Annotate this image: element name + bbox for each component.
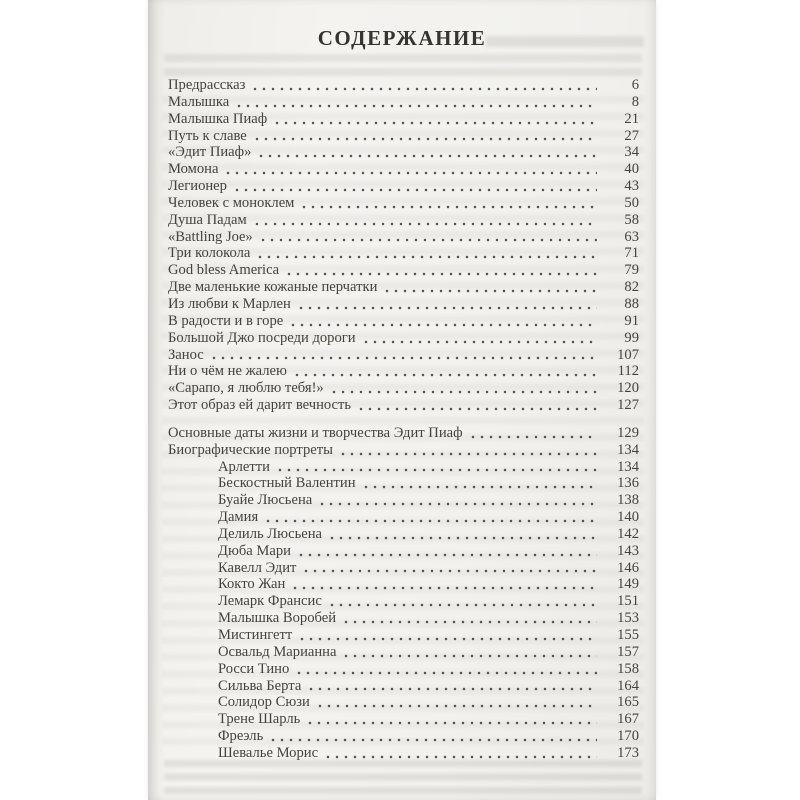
toc-entry-label: Человек с моноклем <box>168 194 295 211</box>
table-of-contents <box>168 77 639 762</box>
toc-leader-dots <box>261 238 597 242</box>
toc-entry-page: 134 <box>617 458 639 475</box>
toc-leader-dots <box>226 171 597 175</box>
toc-entry-label: Дюба Мари <box>218 542 291 559</box>
toc-row <box>168 229 639 246</box>
toc-leader-dots <box>308 721 597 725</box>
bleedthrough-ghost-text <box>164 760 642 798</box>
toc-entry-page: 58 <box>624 211 639 228</box>
toc-leader-dots <box>471 435 597 439</box>
toc-row <box>168 694 639 711</box>
toc-row <box>168 380 639 397</box>
toc-entry-label: Две маленькие кожаные перчатки <box>168 279 378 296</box>
toc-row <box>168 576 639 593</box>
toc-entry-label: Три колокола <box>168 245 251 262</box>
toc-entry-page: 43 <box>624 178 639 195</box>
toc-leader-dots <box>300 637 597 641</box>
toc-entry-label: Малышка Пиаф <box>168 110 268 127</box>
toc-leader-dots <box>326 755 597 759</box>
toc-leader-dots <box>271 738 597 742</box>
toc-row <box>168 745 639 762</box>
toc-entry-page: 71 <box>624 245 639 262</box>
toc-entry-page: 155 <box>617 627 639 643</box>
toc-entry-page: 143 <box>617 542 639 559</box>
toc-entry-label: Кокто Жан <box>218 576 286 593</box>
toc-entry-page: 146 <box>617 559 639 576</box>
toc-leader-dots <box>295 373 597 377</box>
toc-entry-label: Занос <box>168 346 204 363</box>
toc-row <box>168 144 639 161</box>
toc-row <box>168 475 639 492</box>
toc-entry-page: 120 <box>617 380 639 397</box>
toc-row <box>168 363 639 380</box>
toc-row <box>168 178 639 195</box>
toc-entry-page: 140 <box>617 509 639 526</box>
toc-entry-page: 170 <box>617 728 639 745</box>
toc-entry-page: 107 <box>617 346 639 363</box>
toc-row <box>168 195 639 212</box>
toc-entry-page: 157 <box>617 643 639 660</box>
toc-row <box>168 526 639 543</box>
toc-entry-page: 40 <box>624 161 639 178</box>
toc-entry-page: 99 <box>624 329 639 346</box>
toc-section-appendix <box>168 425 639 459</box>
toc-entry-page: 88 <box>624 295 639 312</box>
toc-entry-label: Росси Тино <box>218 660 290 677</box>
toc-row <box>168 593 639 610</box>
toc-entry-page: 82 <box>624 279 639 296</box>
toc-leader-dots <box>344 654 597 658</box>
toc-leader-dots <box>304 569 597 573</box>
toc-entry-label: Дамия <box>218 509 259 526</box>
toc-row <box>168 111 639 128</box>
toc-entry-label: Легионер <box>168 178 227 195</box>
toc-row <box>168 509 639 526</box>
bleedthrough-ghost-text <box>164 54 642 79</box>
toc-entry-label: «Сарапо, я люблю тебя!» <box>168 380 324 397</box>
toc-leader-dots <box>212 356 597 360</box>
toc-entry-page: 79 <box>624 262 639 279</box>
toc-entry-label: Бескостный Валентин <box>218 475 356 492</box>
toc-leader-dots <box>364 340 597 344</box>
toc-entry-page: 6 <box>631 77 639 93</box>
toc-leader-dots <box>309 687 597 691</box>
toc-entry-label: Этот образ ей дарит вечность <box>168 397 352 414</box>
toc-entry-page: 34 <box>624 144 639 161</box>
toc-entry-page: 127 <box>617 397 639 414</box>
toc-row <box>168 94 639 111</box>
toc-section-gap <box>168 414 639 425</box>
toc-entry-page: 164 <box>617 677 639 694</box>
toc-row <box>168 397 639 414</box>
toc-entry-label: Кавелл Эдит <box>218 559 297 576</box>
toc-leader-dots <box>330 603 597 607</box>
page-title: СОДЕРЖАНИЕ <box>317 26 487 50</box>
toc-row <box>168 711 639 728</box>
toc-entry-page: 153 <box>617 610 639 627</box>
toc-row <box>168 296 639 313</box>
toc-row <box>168 678 639 695</box>
toc-leader-dots <box>341 452 597 456</box>
toc-row <box>168 279 639 296</box>
toc-entry-label: Малышка Воробей <box>218 610 337 627</box>
toc-entry-page: 165 <box>617 694 639 711</box>
toc-entry-page: 149 <box>617 576 639 593</box>
toc-entry-page: 8 <box>631 93 639 110</box>
toc-entry-label: Путь к славе <box>168 127 247 144</box>
toc-entry-label: Малышка <box>168 93 230 110</box>
toc-row <box>168 661 639 678</box>
toc-leader-dots <box>359 407 597 411</box>
toc-entry-label: Биографические портреты <box>168 441 333 458</box>
toc-entry-page: 167 <box>617 711 639 728</box>
toc-leader-dots <box>255 137 597 141</box>
toc-entry-page: 151 <box>617 593 639 610</box>
toc-row <box>168 245 639 262</box>
toc-row <box>168 425 639 442</box>
toc-leader-dots <box>320 502 597 506</box>
toc-row <box>168 728 639 745</box>
toc-leader-dots <box>318 704 597 708</box>
toc-entry-label: Фреэль <box>218 728 264 745</box>
toc-row <box>168 262 639 279</box>
toc-leader-dots <box>291 323 597 327</box>
toc-row <box>168 128 639 145</box>
toc-leader-dots <box>293 586 597 590</box>
toc-section-chapters <box>168 77 639 414</box>
toc-entry-label: Буайе Люсьена <box>218 492 313 509</box>
toc-leader-dots <box>297 671 597 675</box>
toc-row <box>168 313 639 330</box>
toc-leader-dots <box>275 121 597 125</box>
toc-leader-dots <box>253 87 597 91</box>
toc-entry-label: Трене Шарль <box>218 711 301 728</box>
book-page <box>148 0 656 800</box>
toc-entry-page: 112 <box>617 363 639 380</box>
toc-entry-label: God bless America <box>168 262 280 279</box>
toc-entry-label: Момона <box>168 161 219 178</box>
toc-row <box>168 543 639 560</box>
toc-entry-page: 142 <box>617 525 639 542</box>
toc-leader-dots <box>299 306 597 310</box>
toc-entry-label: Душа Падам <box>168 211 247 228</box>
toc-entry-label: Основные даты жизни и творчества Эдит Пиаф <box>168 424 463 441</box>
toc-entry-label: В радости и в горе <box>168 312 284 329</box>
toc-leader-dots <box>344 620 597 624</box>
toc-entry-page: 158 <box>617 660 639 677</box>
toc-entry-label: «Battling Joe» <box>168 228 253 245</box>
toc-leader-dots <box>266 519 597 523</box>
toc-entry-page: 129 <box>617 424 639 441</box>
toc-row <box>168 442 639 459</box>
toc-leader-dots <box>287 272 597 276</box>
toc-entry-page: 21 <box>624 110 639 127</box>
toc-row <box>168 560 639 577</box>
toc-entry-label: Из любви к Марлен <box>168 295 291 312</box>
toc-row <box>168 459 639 476</box>
toc-entry-page: 134 <box>617 441 639 458</box>
toc-entry-label: Шевалье Морис <box>218 744 319 761</box>
toc-leader-dots <box>235 188 597 192</box>
toc-entry-page: 50 <box>624 194 639 211</box>
toc-leader-dots <box>364 485 597 489</box>
toc-entry-page: 91 <box>624 312 639 329</box>
toc-row <box>168 610 639 627</box>
toc-row <box>168 627 639 644</box>
toc-entry-label: Ни о чём не жалею <box>168 363 287 380</box>
toc-entry-label: Арлетти <box>218 458 270 475</box>
toc-entry-page: 173 <box>617 744 639 761</box>
toc-entry-page: 63 <box>624 228 639 245</box>
toc-entry-label: Делиль Люсьена <box>218 525 322 542</box>
toc-entry-label: Мистингетт <box>218 627 293 643</box>
toc-row <box>168 492 639 509</box>
toc-entry-label: Сильва Берта <box>218 677 302 694</box>
toc-leader-dots <box>385 289 597 293</box>
toc-leader-dots <box>237 104 597 108</box>
toc-row <box>168 212 639 229</box>
toc-leader-dots <box>255 222 597 226</box>
toc-leader-dots <box>258 255 597 259</box>
toc-entry-label: Солидор Сюзи <box>218 694 310 711</box>
toc-section-portraits <box>168 459 639 762</box>
toc-row <box>168 161 639 178</box>
toc-entry-label: Предрассказ <box>168 77 246 93</box>
toc-entry-label: «Эдит Пиаф» <box>168 144 252 161</box>
toc-entry-label: Освальд Марианна <box>218 643 337 660</box>
toc-row <box>168 330 639 347</box>
toc-leader-dots <box>278 468 597 472</box>
toc-entry-label: Лемарк Франсис <box>218 593 322 610</box>
toc-leader-dots <box>299 553 597 557</box>
toc-leader-dots <box>259 154 597 158</box>
toc-leader-dots <box>332 390 597 394</box>
toc-row <box>168 77 639 94</box>
toc-leader-dots <box>330 536 597 540</box>
toc-entry-label: Большой Джо посреди дороги <box>168 329 356 346</box>
toc-row <box>168 644 639 661</box>
toc-entry-page: 138 <box>617 492 639 509</box>
toc-leader-dots <box>302 205 597 209</box>
toc-entry-page: 27 <box>624 127 639 144</box>
toc-row <box>168 347 639 364</box>
toc-entry-page: 136 <box>617 475 639 492</box>
